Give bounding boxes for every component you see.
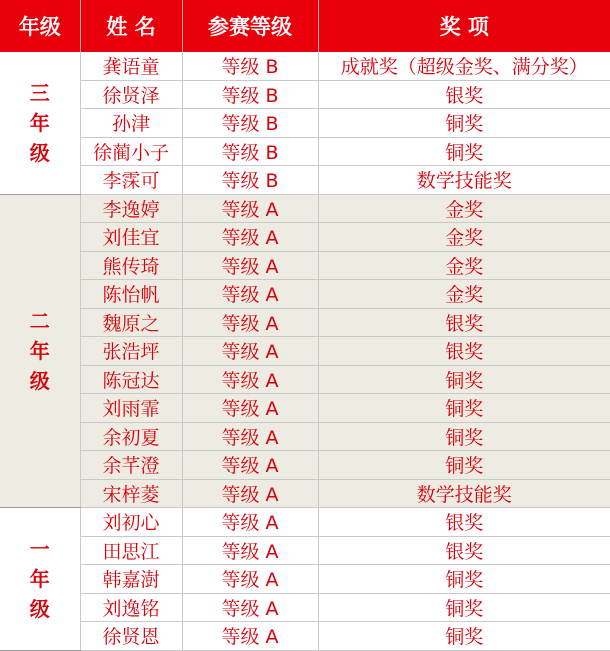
student-name: 魏原之 xyxy=(80,308,182,337)
student-name: 刘佳宜 xyxy=(80,223,182,252)
header-grade: 年级 xyxy=(0,0,80,52)
award: 铜奖 xyxy=(318,394,610,423)
competition-level: 等级 A xyxy=(182,223,318,252)
competition-level: 等级 A xyxy=(182,280,318,309)
table-row xyxy=(0,593,610,622)
grade-char: 年 xyxy=(29,110,50,135)
award: 金奖 xyxy=(318,280,610,309)
competition-level: 等级 A xyxy=(182,194,318,223)
grade-3-group xyxy=(0,52,610,194)
grade-cell xyxy=(0,52,80,194)
table-row xyxy=(0,308,610,337)
competition-level: 等级 A xyxy=(182,394,318,423)
competition-level: 等级 A xyxy=(182,622,318,651)
award: 成就奖（超级金奖、满分奖） xyxy=(318,52,610,80)
competition-level: 等级 A xyxy=(182,479,318,508)
header-level: 参赛等级 xyxy=(182,0,318,52)
table-row xyxy=(0,365,610,394)
student-name: 余初夏 xyxy=(80,422,182,451)
competition-level: 等级 B xyxy=(182,80,318,109)
table-row xyxy=(0,479,610,508)
award: 铜奖 xyxy=(318,109,610,138)
student-name: 徐蔺小子 xyxy=(80,137,182,166)
table-row xyxy=(0,622,610,651)
competition-level: 等级 A xyxy=(182,337,318,366)
table-row xyxy=(0,508,610,537)
award: 金奖 xyxy=(318,223,610,252)
student-name: 刘逸铭 xyxy=(80,593,182,622)
header-name: 姓 名 xyxy=(80,0,182,52)
student-name: 刘初心 xyxy=(80,508,182,537)
award: 数学技能奖 xyxy=(318,479,610,508)
competition-level: 等级 A xyxy=(182,536,318,565)
grade-char: 一 xyxy=(29,536,50,561)
competition-level: 等级 A xyxy=(182,565,318,594)
student-name: 田思江 xyxy=(80,536,182,565)
grade-char: 级 xyxy=(29,140,50,165)
table-row xyxy=(0,137,610,166)
award: 铜奖 xyxy=(318,422,610,451)
grade-char: 级 xyxy=(29,368,50,393)
competition-level: 等级 A xyxy=(182,251,318,280)
competition-level: 等级 B xyxy=(182,137,318,166)
award: 铜奖 xyxy=(318,451,610,480)
award: 金奖 xyxy=(318,194,610,223)
award: 金奖 xyxy=(318,251,610,280)
grade-cell xyxy=(0,508,80,651)
table-row xyxy=(0,394,610,423)
student-name: 宋梓菱 xyxy=(80,479,182,508)
award: 铜奖 xyxy=(318,593,610,622)
header-row xyxy=(0,0,610,52)
table-row xyxy=(0,52,610,80)
student-name: 徐贤恩 xyxy=(80,622,182,651)
student-name: 熊传琦 xyxy=(80,251,182,280)
grade-1-group xyxy=(0,508,610,651)
award: 铜奖 xyxy=(318,365,610,394)
table-row xyxy=(0,109,610,138)
grade-cell xyxy=(0,194,80,508)
table-row xyxy=(0,280,610,309)
competition-level: 等级 A xyxy=(182,365,318,394)
award: 银奖 xyxy=(318,337,610,366)
student-name: 徐贤泽 xyxy=(80,80,182,109)
competition-level: 等级 B xyxy=(182,166,318,195)
competition-level: 等级 A xyxy=(182,508,318,537)
student-name: 韩嘉澍 xyxy=(80,565,182,594)
grade-char: 年 xyxy=(29,338,50,363)
table-row xyxy=(0,337,610,366)
award: 铜奖 xyxy=(318,137,610,166)
student-name: 陈冠达 xyxy=(80,365,182,394)
competition-level: 等级 B xyxy=(182,109,318,138)
student-name: 李霂可 xyxy=(80,166,182,195)
grade-char: 三 xyxy=(29,80,50,105)
grade-char: 年 xyxy=(29,566,50,591)
award: 银奖 xyxy=(318,536,610,565)
award: 银奖 xyxy=(318,508,610,537)
student-name: 张浩坪 xyxy=(80,337,182,366)
grade-2-group xyxy=(0,194,610,508)
grade-char: 二 xyxy=(29,308,50,333)
table-row xyxy=(0,251,610,280)
student-name: 孙津 xyxy=(80,109,182,138)
table-row xyxy=(0,451,610,480)
competition-level: 等级 B xyxy=(182,52,318,80)
header-award: 奖 项 xyxy=(318,0,610,52)
table-row xyxy=(0,422,610,451)
competition-level: 等级 A xyxy=(182,308,318,337)
student-name: 李逸婷 xyxy=(80,194,182,223)
award: 银奖 xyxy=(318,308,610,337)
student-name: 龚语童 xyxy=(80,52,182,80)
grade-char: 级 xyxy=(29,596,50,621)
student-name: 陈怡帆 xyxy=(80,280,182,309)
competition-level: 等级 A xyxy=(182,422,318,451)
table-row xyxy=(0,80,610,109)
table-row xyxy=(0,536,610,565)
competition-level: 等级 A xyxy=(182,593,318,622)
award: 数学技能奖 xyxy=(318,166,610,195)
table-row xyxy=(0,166,610,195)
award: 银奖 xyxy=(318,80,610,109)
student-name: 刘雨霏 xyxy=(80,394,182,423)
student-name: 余芊澄 xyxy=(80,451,182,480)
award: 铜奖 xyxy=(318,565,610,594)
table-row xyxy=(0,194,610,223)
table-row xyxy=(0,223,610,252)
competition-level: 等级 A xyxy=(182,451,318,480)
table-row xyxy=(0,565,610,594)
award: 铜奖 xyxy=(318,622,610,651)
